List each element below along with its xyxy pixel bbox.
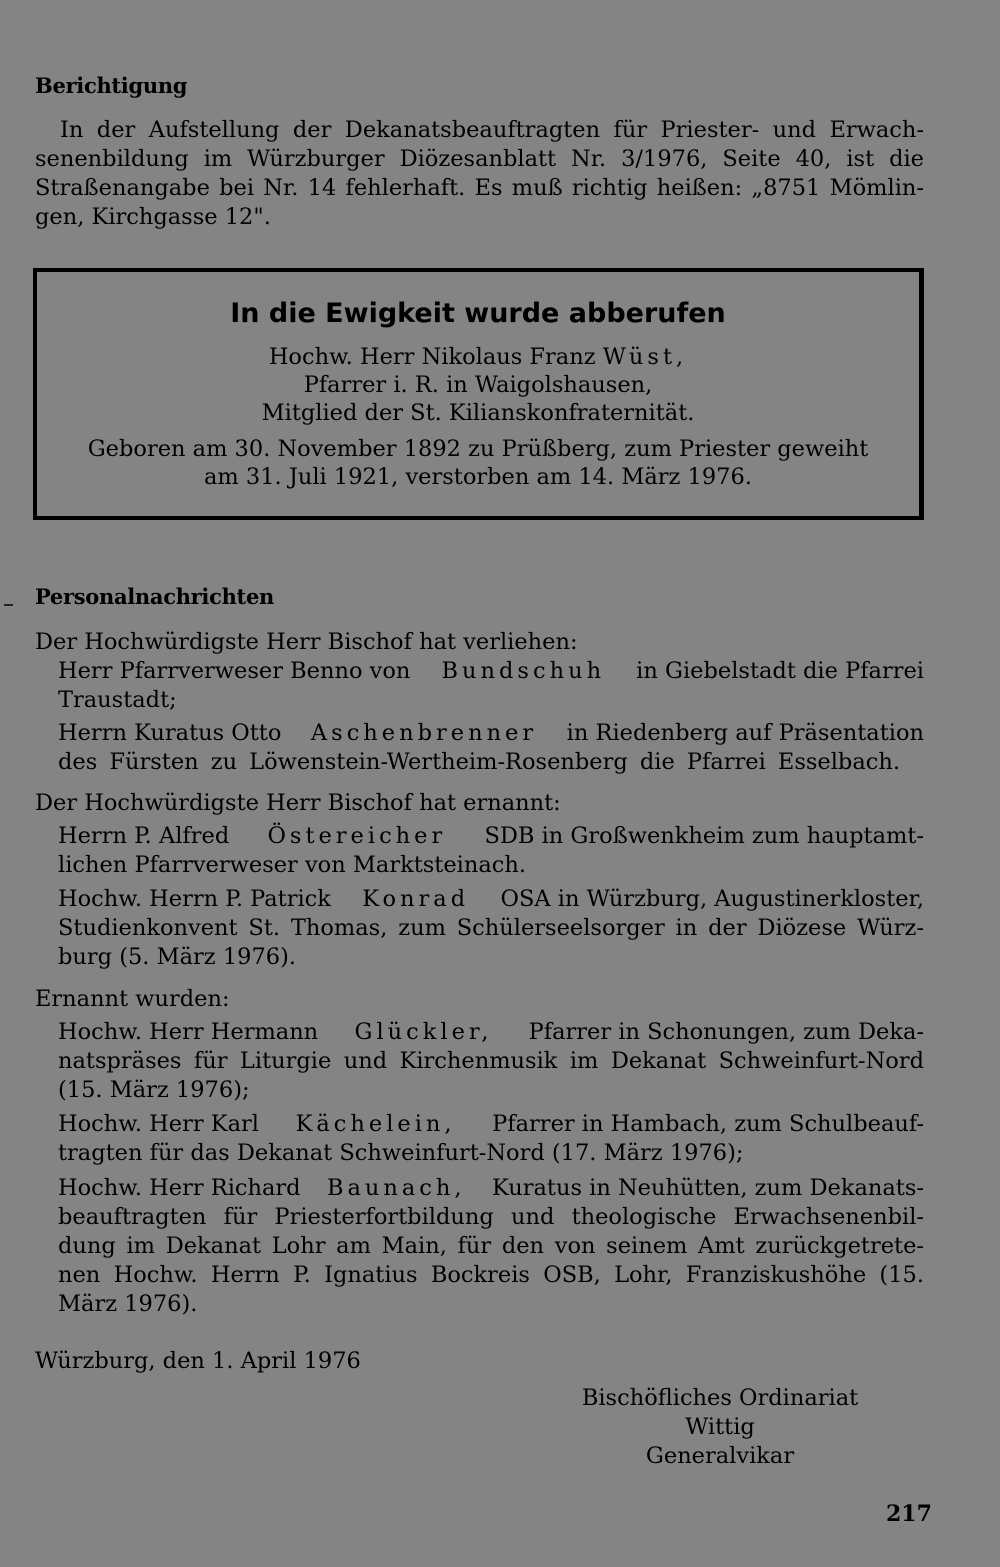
entry-prefix: Hochw. Herr Richard — [58, 1175, 301, 1201]
obituary-role-line: Pfarrer i. R. in Waigolshausen, — [303, 372, 653, 398]
personnel-entry-line — [58, 822, 924, 851]
entry-prefix: Hochw. Herrn P. Patrick — [58, 886, 331, 912]
entry-prefix: Herrn Kuratus Otto — [58, 720, 282, 746]
personnel-entry-line: (15. März 1976); — [58, 1077, 250, 1103]
personnel-entry-line: lichen Pfarrverweser von Marktsteinach. — [58, 852, 526, 878]
personnel-entry-line: dung im Dekanat Lohr am Main, für den von seinem Amt zurückgetrete- — [58, 1233, 924, 1259]
signature-name: Wittig — [685, 1414, 755, 1440]
entry-surname: Baunach, — [326, 1175, 466, 1201]
personnel-entry-line: Studienkonvent St. Thomas, zum Schülerseelsorger in der Diözese Würz- — [58, 915, 924, 941]
personnel-entry-line: März 1976). — [58, 1291, 198, 1317]
obituary-box — [33, 268, 924, 520]
entry-suffix: Pfarrer in Hambach, zum Schulbeauf- — [492, 1111, 924, 1137]
appointed-intro: Der Hochwürdigste Herr Bischof hat ernannt: — [35, 790, 561, 816]
personnel-entry-line — [58, 657, 924, 686]
obituary-surname: Wüst, — [602, 344, 688, 370]
correction-line: Straßenangabe bei Nr. 14 fehlerhaft. Es muß richtig heißen: „8751 Mömlin- — [35, 175, 924, 201]
obituary-dates-line: am 31. Juli 1921, verstorben am 14. März 1976. — [204, 464, 752, 490]
entry-surname: Bundschuh — [441, 658, 606, 684]
entry-surname: Östereicher — [267, 823, 447, 849]
entry-suffix: Kuratus in Neuhütten, zum Dekanats- — [491, 1175, 924, 1201]
personnel-entry-line: nen Hochw. Herrn P. Ignatius Bockreis OSB, Lohr, Franziskushöhe (15. — [58, 1262, 924, 1288]
entry-suffix: OSA in Würzburg, Augustinerkloster, — [500, 886, 924, 912]
personnel-entry-line: tragten für das Dekanat Schweinfurt-Nord (17. März 1976); — [58, 1140, 744, 1166]
personnel-entry-line — [58, 1018, 924, 1047]
entry-prefix: Hochw. Herr Hermann — [58, 1019, 319, 1045]
correction-line: In der Aufstellung der Dekanatsbeauftragten für Priester- und Erwach- — [60, 117, 924, 143]
personnel-entry-line: beauftragten für Priesterfortbildung und theologische Erwachsenenbil- — [58, 1204, 924, 1230]
entry-surname: Aschenbrenner — [310, 720, 538, 746]
obituary-title: In die Ewigkeit wurde abberufen — [230, 298, 726, 329]
entry-suffix: SDB in Großwenkheim zum hauptamt- — [484, 823, 924, 849]
personnel-entry-line: des Fürsten zu Löwenstein-Wertheim-Rosenberg die Pfarrei Esselbach. — [58, 749, 900, 775]
obituary-name-line — [37, 344, 919, 370]
entry-surname: Kächelein, — [295, 1111, 456, 1137]
entry-surname: Konrad — [362, 886, 470, 912]
personnel-entry-line — [58, 1110, 924, 1139]
obituary-dates-line: Geboren am 30. November 1892 zu Prüßberg, zum Priester geweiht — [87, 436, 869, 462]
entry-prefix: Herr Pfarrverweser Benno von — [58, 658, 411, 684]
conferred-intro: Der Hochwürdigste Herr Bischof hat verliehen: — [35, 629, 578, 655]
personnel-entry-line — [58, 719, 924, 748]
personnel-entry-line: Traustadt; — [58, 687, 177, 713]
entry-surname: Glückler, — [354, 1019, 493, 1045]
correction-line: senenbildung im Würzburger Diözesanblatt Nr. 3/1976, Seite 40, ist die — [35, 146, 924, 172]
correction-heading: Berichtigung — [35, 73, 188, 98]
personnel-entry-line — [58, 1174, 924, 1203]
place-date: Würzburg, den 1. April 1976 — [35, 1348, 361, 1374]
personnel-entry-line: burg (5. März 1976). — [58, 944, 297, 970]
personnel-heading: Personalnachrichten — [35, 584, 274, 609]
correction-line: gen, Kirchgasse 12". — [35, 204, 271, 230]
entry-suffix: in Riedenberg auf Präsentation — [566, 720, 924, 746]
signature-office: Bischöfliches Ordinariat — [581, 1385, 859, 1411]
obituary-name-prefix: Hochw. Herr Nikolaus Franz — [268, 344, 596, 370]
entry-suffix: in Giebelstadt die Pfarrei — [636, 658, 924, 684]
obituary-member-line: Mitglied der St. Kilianskonfraternität. — [261, 400, 695, 426]
obituary-bottom-rule — [33, 516, 924, 520]
signature-title: Generalvikar — [645, 1443, 795, 1469]
entry-prefix: Herrn P. Alfred — [58, 823, 230, 849]
entry-prefix: Hochw. Herr Karl — [58, 1111, 259, 1137]
entry-suffix: Pfarrer in Schonungen, zum Deka- — [528, 1019, 924, 1045]
page-number: 217 — [886, 1501, 932, 1527]
personnel-entry-line: natspräses für Liturgie und Kirchenmusik im Dekanat Schweinfurt-Nord — [58, 1048, 924, 1074]
margin-dash-mark — [4, 604, 13, 606]
named-intro: Ernannt wurden: — [35, 986, 230, 1012]
personnel-entry-line — [58, 885, 924, 914]
